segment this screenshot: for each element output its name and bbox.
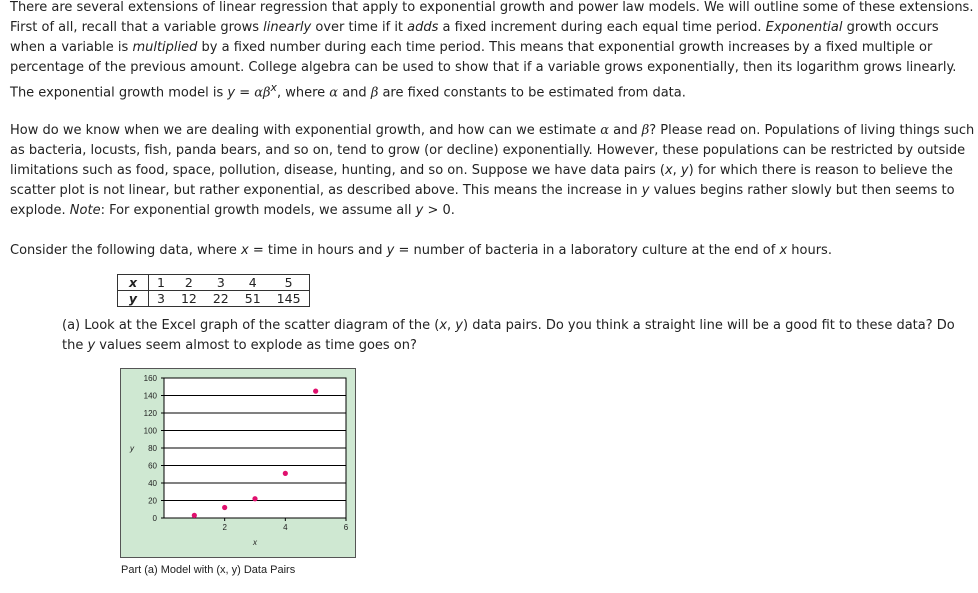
context-paragraph [10,121,976,221]
emphasis: adds [407,20,439,35]
table-cell: 3 [149,291,173,307]
table-row-y [118,291,310,307]
text: by a fixed number during each time period. This means that exponential growth increases by a fixed multiple or percentage of the previous amount. College algebra can be used to show that if a variable grows exponentially, then its logarithm grows linearly. [10,40,957,75]
table-cell: 22 [205,291,237,307]
y-tick-label: 120 [143,409,157,418]
x-tick-label: 4 [283,523,288,532]
math-alpha: α [600,123,609,138]
text: a fixed increment during each equal time period. [438,20,766,35]
data-intro-paragraph [10,241,976,261]
x-tick-label: 2 [222,523,227,532]
text: > 0. [423,203,455,218]
math-var: y [415,203,424,218]
scatter-chart [120,368,356,558]
text: over time if it [311,20,408,35]
data-point [222,505,227,510]
chart-caption: Part (a) Model with (x, y) Data Pairs [121,564,296,576]
y-tick-label: 100 [143,426,157,436]
text: , [447,318,456,333]
math-alpha: α [254,85,264,101]
text: values seem almost to explode as time goes on? [95,338,417,353]
text: hours. [787,243,832,258]
text: Consider the following data, where [10,243,242,258]
table-cell: 5 [269,275,309,291]
y-tick-label: 140 [143,391,157,401]
y-tick-label: 20 [148,496,157,506]
y-tick-label: 80 [148,444,157,453]
y-axis-label: y [130,444,134,453]
text: and [338,85,371,101]
math-exponent: x [270,81,277,94]
text: = number of bacteria in a laboratory culture at the end of [394,243,780,258]
math-var: y [455,318,463,333]
table-cell: 3 [205,275,237,291]
text: = time in hours and [248,243,387,258]
table-header-y: y [118,291,149,307]
math-beta: β [641,123,650,138]
text: growth occurs when a variable is [10,20,939,55]
math-beta: β [370,85,379,101]
math-beta: β [263,85,271,101]
data-point [252,496,257,501]
data-point [283,471,288,476]
math-alpha: α [329,85,339,101]
intro-paragraph [10,0,976,103]
text: and [609,123,642,138]
table-cell: 1 [149,275,173,291]
math-var: x [241,243,249,258]
text: The exponential growth model is [10,85,228,101]
x-axis-label: x [253,538,257,547]
data-point [313,389,318,394]
table-row-x [118,275,310,291]
math-var: y [386,243,395,258]
y-tick-label: 0 [152,514,157,523]
text: , [672,163,681,178]
math-var: x [664,163,673,178]
y-tick-label: 60 [148,461,157,471]
math-var: x [439,318,448,333]
emphasis: Exponential [765,20,843,35]
emphasis: multiplied [132,40,198,55]
text: ) for which there is reason to believe the scatter plot is not linear, but rather exponential, as described above. This means the increase in [10,163,953,198]
table-cell: 12 [173,291,205,307]
data-table [117,274,310,307]
scatter-chart-svg [120,368,356,558]
y-tick-label: 40 [148,479,157,488]
text: = [235,85,255,101]
text: ) data pairs. Do you think a straight line will be a good fit to these data? Do the [62,318,955,353]
math-var: y [87,338,96,353]
text: are fixed constants to be estimated from data. [378,85,686,101]
text: ? Please read on. Populations of living things such as bacteria, locusts, fish, panda bears, and so on, tend to grow (or decline) exponentially. However, these populations can be restricted by outside limitations such as food, space, pollution, disease, hunting, and so on. Suppose we have data pairs ( [10,123,975,178]
question-part-a [62,316,974,356]
text: (a) Look at the Excel graph of the scatter diagram of the ( [62,318,440,333]
text: There are several extensions of linear regression that apply to exponential growth and power law models. We will outline some of these extensions. First of all, recall that a variable grows [10,0,974,35]
text: : For exponential growth models, we assume all [100,203,416,218]
table-cell: 51 [237,291,269,307]
emphasis: linearly [263,20,312,35]
text: How do we know when we are dealing with exponential growth, and how can we estimate [10,123,601,138]
y-tick-label: 160 [143,374,157,383]
math-var: y [680,163,689,178]
table-cell: 2 [173,275,205,291]
math-var: x [779,243,788,258]
text: values begins rather slowly but then seems to explode. [10,183,955,218]
math-var: y [641,183,650,198]
x-tick-label: 6 [343,523,349,532]
table-cell: 145 [269,291,309,307]
table-header-x: x [118,275,149,291]
emphasis: Note [69,203,101,218]
table-cell: 4 [237,275,269,291]
text: , where [276,85,330,101]
math-var: y [227,85,236,101]
data-point [192,513,197,518]
